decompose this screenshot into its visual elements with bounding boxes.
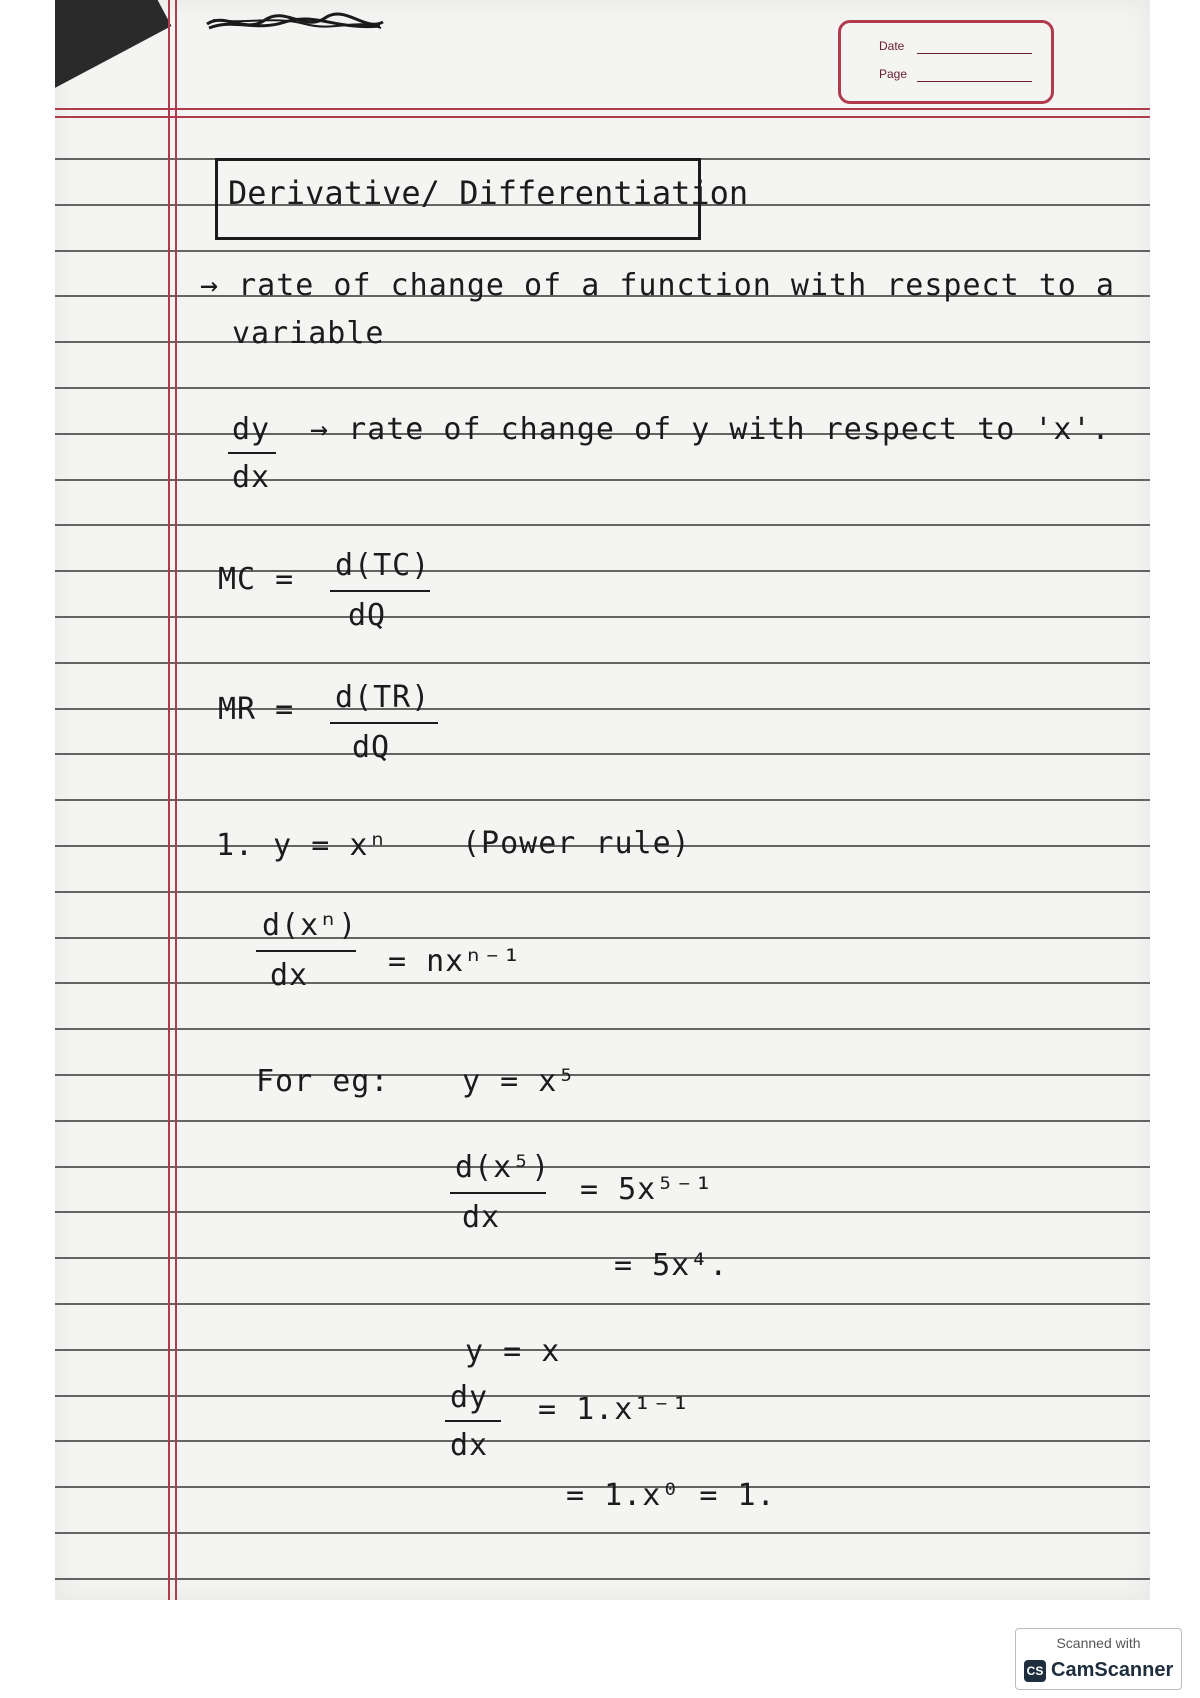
ruled-line <box>55 250 1150 252</box>
power-rule-result: = nxⁿ⁻¹ <box>388 944 522 979</box>
ruled-line <box>55 341 1150 343</box>
example1-numerator: d(x⁵) <box>455 1150 551 1185</box>
page-blank-line <box>917 81 1032 82</box>
ruled-line <box>55 1166 1150 1168</box>
ruled-line <box>55 1578 1150 1580</box>
ruled-line <box>55 524 1150 526</box>
example1-function: y = x⁵ <box>462 1064 577 1099</box>
ruled-line <box>55 1349 1150 1351</box>
example1-fraction-bar <box>450 1192 546 1194</box>
ruled-line <box>55 1303 1150 1305</box>
definition-line-2: variable <box>232 316 385 351</box>
example2-fraction-bar <box>445 1420 501 1422</box>
camscanner-logo-icon: CS <box>1024 1660 1046 1682</box>
example-label: For eg: <box>256 1064 390 1099</box>
power-rule-fraction-bar <box>256 950 356 952</box>
page-label: Page <box>879 67 908 81</box>
ruled-line <box>55 891 1150 893</box>
ruled-line <box>55 799 1150 801</box>
ruled-line <box>55 982 1150 984</box>
mr-numerator: d(TR) <box>335 680 431 715</box>
mr-denominator: dQ <box>352 730 391 765</box>
ruled-line <box>55 662 1150 664</box>
ruled-line <box>55 1257 1150 1259</box>
example2-step-1: = 1.x¹⁻¹ <box>538 1392 691 1427</box>
example2-denominator: dx <box>450 1428 489 1463</box>
date-page-stamp <box>838 20 1054 104</box>
date-blank-line <box>917 53 1032 54</box>
dydx-numerator: dy <box>232 412 271 447</box>
example2-step-2: = 1.x⁰ = 1. <box>566 1478 776 1513</box>
scan-corner-shadow <box>55 0 171 101</box>
ruled-line <box>55 1440 1150 1442</box>
power-rule-numerator: d(xⁿ) <box>262 908 358 943</box>
margin-rule-left <box>168 0 170 1600</box>
example1-denominator: dx <box>462 1200 501 1235</box>
mc-numerator: d(TC) <box>335 548 431 583</box>
ruled-line <box>55 479 1150 481</box>
power-rule-statement: 1. y = xⁿ <box>216 828 388 863</box>
ruled-line <box>55 1120 1150 1122</box>
mc-lhs: MC = <box>218 562 295 597</box>
scribbled-out-text <box>205 10 385 36</box>
ruled-line <box>55 937 1150 939</box>
power-rule-denominator: dx <box>270 958 309 993</box>
power-rule-name: (Power rule) <box>462 826 691 861</box>
example1-step-2: = 5x⁴. <box>614 1248 729 1283</box>
example2-numerator: dy <box>450 1380 489 1415</box>
watermark-line-1: Scanned with <box>1056 1635 1141 1651</box>
header-rule-top <box>55 108 1150 110</box>
ruled-line <box>55 1211 1150 1213</box>
definition-line-1: → rate of change of a function with respect to a <box>200 268 1115 303</box>
mc-fraction-bar <box>330 590 430 592</box>
margin-rule-right <box>175 0 177 1600</box>
header-rule-bottom <box>55 116 1150 118</box>
dydx-denominator: dx <box>232 460 271 495</box>
example2-function: y = x <box>465 1334 561 1369</box>
dydx-description: → rate of change of y with respect to 'x'. <box>310 412 1111 447</box>
mr-lhs: MR = <box>218 692 295 727</box>
date-label: Date <box>879 39 905 53</box>
camscanner-watermark <box>1015 1628 1182 1690</box>
mr-fraction-bar <box>330 722 438 724</box>
dydx-fraction-bar <box>228 452 276 454</box>
notebook-page <box>55 0 1150 1600</box>
ruled-line <box>55 753 1150 755</box>
mc-denominator: dQ <box>348 598 387 633</box>
ruled-line <box>55 616 1150 618</box>
page-title: Derivative/ Differentiation <box>228 174 749 212</box>
ruled-line <box>55 1532 1150 1534</box>
watermark-brand: CamScanner <box>1051 1659 1174 1681</box>
ruled-line <box>55 1074 1150 1076</box>
ruled-line <box>55 1028 1150 1030</box>
ruled-line <box>55 387 1150 389</box>
example1-step-1: = 5x⁵⁻¹ <box>580 1172 714 1207</box>
